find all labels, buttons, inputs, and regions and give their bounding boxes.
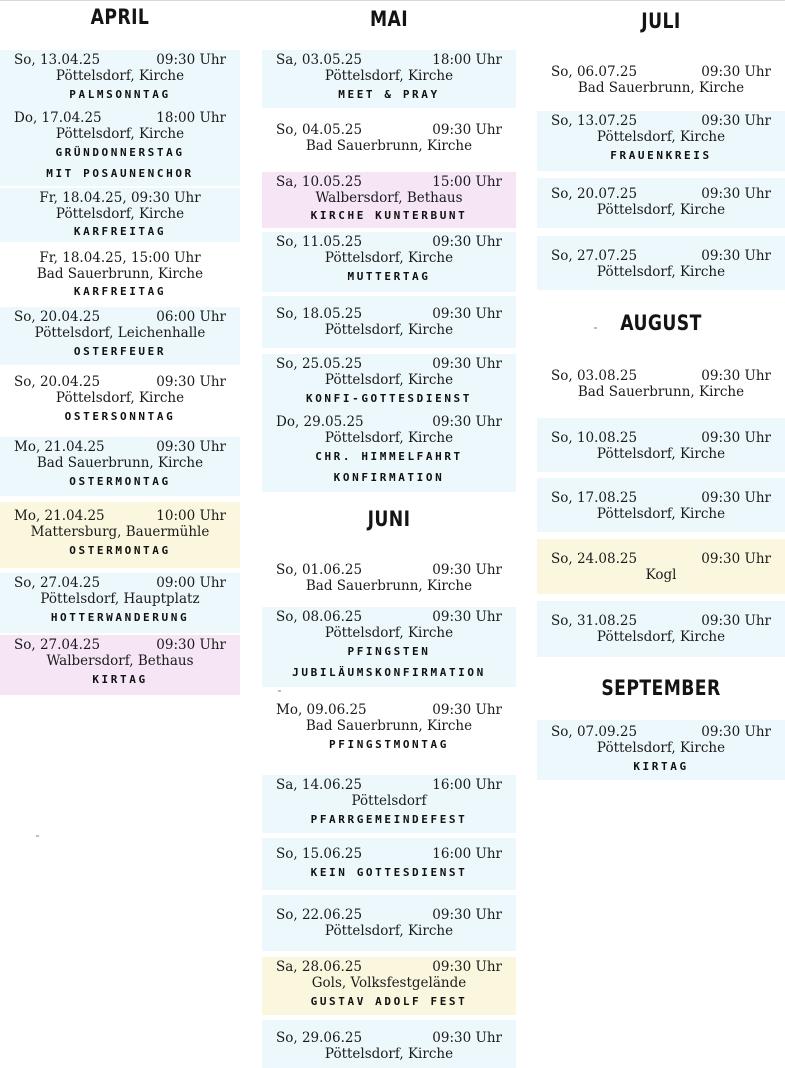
event-date: So, 13.04.25 — [14, 52, 101, 68]
event-card — [537, 62, 785, 106]
event-card — [0, 50, 240, 108]
event-card — [262, 412, 516, 492]
event-label: FRAUENKREIS — [610, 149, 712, 162]
event-place: Pöttelsdorf, Kirche — [596, 506, 726, 522]
event-card — [262, 50, 516, 108]
event-date: So, 25.05.25 — [276, 356, 363, 372]
event-place: Bad Sauerbrunn, Kirche — [577, 80, 745, 96]
event-label: KARFREITAG — [73, 225, 167, 238]
event-label: OSTERSONNTAG — [64, 410, 176, 423]
event-date: So, 07.09.25 — [551, 724, 638, 740]
event-label: PALMSONNTAG — [69, 88, 171, 101]
event-time: 09:30 Uhr — [156, 439, 226, 455]
event-time: 09:30 Uhr — [701, 430, 771, 446]
event-place: Pöttelsdorf, Kirche — [55, 206, 185, 222]
event-label: PFINGSTEN — [347, 645, 431, 658]
event-card — [262, 296, 516, 348]
event-card — [0, 635, 240, 695]
event-card — [262, 120, 516, 166]
event-place: Pöttelsdorf, Kirche — [324, 625, 454, 641]
event-date: Do, 17.04.25 — [14, 110, 102, 126]
event-time: 09:30 Uhr — [432, 122, 502, 138]
event-place: Bad Sauerbrunn, Kirche — [36, 455, 204, 471]
event-label: KIRTAG — [92, 673, 148, 686]
event-label: KEIN GOTTESDIENST — [310, 866, 468, 879]
event-date: Mo, 09.06.25 — [276, 702, 367, 718]
event-card — [537, 111, 785, 171]
event-place: Pöttelsdorf, Kirche — [324, 250, 454, 266]
event-date: So, 15.06.25 — [276, 846, 363, 862]
event-label: OSTERMONTAG — [69, 475, 171, 488]
month-heading-august: AUGUST — [620, 311, 702, 335]
event-label: OSTERMONTAG — [69, 544, 171, 557]
event-label: KIRTAG — [633, 760, 689, 773]
event-place: Pöttelsdorf, Kirche — [596, 740, 726, 756]
month-heading-juni: JUNI — [367, 507, 411, 531]
event-place: Pöttelsdorf, Kirche — [55, 126, 185, 142]
event-card — [0, 372, 240, 430]
event-date: So, 03.08.25 — [551, 368, 638, 384]
event-time: 09:30 Uhr — [432, 907, 502, 923]
event-time: 06:00 Uhr — [156, 309, 226, 325]
event-time: 09:30 Uhr — [156, 374, 226, 390]
event-card — [537, 478, 785, 532]
event-time: 09:30 Uhr — [701, 186, 771, 202]
event-date: Sa, 03.05.25 — [276, 52, 362, 68]
event-card — [0, 307, 240, 365]
event-card — [262, 895, 516, 951]
event-place: Pöttelsdorf, Kirche — [324, 430, 454, 446]
event-time: 16:00 Uhr — [432, 846, 502, 862]
event-card — [262, 1020, 516, 1068]
month-heading-mai: MAI — [369, 7, 409, 31]
event-date: So, 20.04.25 — [14, 374, 101, 390]
event-card — [0, 248, 240, 304]
event-place: Pöttelsdorf, Kirche — [596, 264, 726, 280]
event-label: PFARRGEMEINDEFEST — [310, 813, 468, 826]
event-date: So, 08.06.25 — [276, 609, 363, 625]
event-date: Mo, 21.04.25 — [14, 439, 105, 455]
event-date: So, 24.08.25 — [551, 551, 638, 567]
event-card — [0, 188, 240, 242]
event-place: Bad Sauerbrunn, Kirche — [305, 138, 473, 154]
event-time: 09:30 Uhr — [701, 490, 771, 506]
event-place: Bad Sauerbrunn, Kirche — [36, 266, 204, 282]
event-time: 10:00 Uhr — [156, 508, 226, 524]
event-date: So, 10.08.25 — [551, 430, 638, 446]
month-heading-september: SEPTEMBER — [601, 676, 721, 700]
event-time: 09:30 Uhr — [156, 637, 226, 653]
event-place: Pöttelsdorf, Kirche — [324, 1046, 454, 1062]
event-date: So, 18.05.25 — [276, 306, 363, 322]
event-time: 09:30 Uhr — [701, 724, 771, 740]
scan-speck — [594, 327, 597, 329]
event-card — [537, 178, 785, 228]
event-card — [0, 108, 240, 186]
event-label: KONFIRMATION — [333, 471, 445, 484]
event-place: Pöttelsdorf, Leichenhalle — [34, 325, 206, 341]
event-place: Pöttelsdorf, Kirche — [596, 202, 726, 218]
top-divider — [0, 0, 785, 1]
event-card — [262, 607, 516, 687]
event-card — [262, 172, 516, 228]
event-time: 09:00 Uhr — [156, 575, 226, 591]
event-date: Do, 29.05.25 — [276, 414, 364, 430]
event-date: So, 27.04.25 — [14, 575, 101, 591]
event-place: Pöttelsdorf, Kirche — [596, 629, 726, 645]
event-date: So, 20.07.25 — [551, 186, 638, 202]
event-date: So, 20.04.25 — [14, 309, 101, 325]
event-date: Sa, 10.05.25 — [276, 174, 362, 190]
event-time: 15:00 Uhr — [432, 174, 502, 190]
event-time: 09:30 Uhr — [432, 702, 502, 718]
event-place: Bad Sauerbrunn, Kirche — [577, 384, 745, 400]
event-date: So, 29.06.25 — [276, 1030, 363, 1046]
event-place: Pöttelsdorf, Kirche — [596, 446, 726, 462]
event-card — [537, 539, 785, 594]
event-card — [262, 354, 516, 412]
event-label: CHR. HIMMELFAHRT — [315, 450, 463, 463]
event-time: 09:30 Uhr — [701, 113, 771, 129]
event-place: Pöttelsdorf, Kirche — [596, 129, 726, 145]
event-label: MUTTERTAG — [347, 270, 431, 283]
event-place: Pöttelsdorf, Kirche — [324, 322, 454, 338]
month-heading-april: APRIL — [90, 5, 150, 29]
event-card — [262, 700, 516, 762]
event-time: 09:30 Uhr — [701, 64, 771, 80]
event-label: JUBILÄUMSKONFIRMATION — [292, 666, 486, 679]
event-place: Walbersdorf, Bethaus — [46, 653, 194, 669]
event-card — [537, 236, 785, 290]
event-card — [537, 366, 785, 410]
event-place: Pöttelsdorf, Kirche — [55, 390, 185, 406]
event-time: 09:30 Uhr — [701, 551, 771, 567]
event-place: Bad Sauerbrunn, Kirche — [305, 578, 473, 594]
event-place: Pöttelsdorf, Kirche — [324, 923, 454, 939]
event-place: Kogl — [645, 567, 677, 583]
scan-speck — [278, 690, 281, 692]
event-time: 09:30 Uhr — [432, 234, 502, 250]
event-date: So, 22.06.25 — [276, 907, 363, 923]
event-place: Mattersburg, Bauermühle — [30, 524, 210, 540]
event-card — [262, 560, 516, 604]
event-card — [537, 601, 785, 657]
event-date: Sa, 14.06.25 — [276, 777, 362, 793]
event-label: MIT POSAUNENCHOR — [46, 167, 194, 180]
event-time: 09:30 Uhr — [432, 356, 502, 372]
event-time: 09:30 Uhr — [432, 562, 502, 578]
event-label: KARFREITAG — [73, 285, 167, 298]
event-time: 09:30 Uhr — [432, 959, 502, 975]
event-date: So, 13.07.25 — [551, 113, 638, 129]
event-place: Bad Sauerbrunn, Kirche — [305, 718, 473, 734]
event-place: Walbersdorf, Bethaus — [315, 190, 463, 206]
event-label: GRÜNDONNERSTAG — [55, 146, 185, 159]
event-card — [0, 573, 240, 633]
event-place: Pöttelsdorf, Hauptplatz — [40, 591, 200, 607]
event-time: 18:00 Uhr — [156, 110, 226, 126]
event-place: Pöttelsdorf, Kirche — [55, 68, 185, 84]
event-label: HOTTERWANDERUNG — [50, 611, 190, 624]
event-time: 09:30 Uhr — [156, 52, 226, 68]
event-place: Pöttelsdorf, Kirche — [324, 68, 454, 84]
event-card — [0, 502, 240, 568]
event-time: 09:30 Uhr — [432, 1030, 502, 1046]
event-date: Mo, 21.04.25 — [14, 508, 105, 524]
scan-speck — [36, 835, 39, 837]
event-date: So, 31.08.25 — [551, 613, 638, 629]
event-time: 09:30 Uhr — [701, 248, 771, 264]
event-date: So, 06.07.25 — [551, 64, 638, 80]
month-heading-juli: JULI — [641, 9, 681, 33]
event-date: So, 27.07.25 — [551, 248, 638, 264]
event-card — [537, 720, 785, 780]
event-label: KIRCHE KUNTERBUNT — [310, 209, 468, 222]
event-time: 18:00 Uhr — [432, 52, 502, 68]
event-card — [262, 957, 516, 1015]
event-card — [262, 775, 516, 833]
event-place: Pöttelsdorf — [351, 793, 427, 809]
event-place: Pöttelsdorf, Kirche — [324, 372, 454, 388]
event-label: OSTERFEUER — [73, 345, 167, 358]
event-time: 09:30 Uhr — [432, 306, 502, 322]
event-date: Fr, 18.04.25, 09:30 Uhr — [39, 190, 201, 206]
event-time: 09:30 Uhr — [701, 368, 771, 384]
event-date: So, 04.05.25 — [276, 122, 363, 138]
event-date: So, 11.05.25 — [276, 234, 363, 250]
event-time: 09:30 Uhr — [432, 609, 502, 625]
event-label: MEET & PRAY — [338, 88, 440, 101]
event-time: 16:00 Uhr — [432, 777, 502, 793]
event-card — [0, 437, 240, 496]
event-place: Gols, Volksfestgelände — [311, 975, 467, 991]
event-date: So, 27.04.25 — [14, 637, 101, 653]
event-label: GUSTAV ADOLF FEST — [310, 995, 468, 1008]
event-time: 09:30 Uhr — [432, 414, 502, 430]
event-card — [537, 418, 785, 472]
event-label: PFINGSTMONTAG — [329, 738, 449, 751]
event-date: So, 01.06.25 — [276, 562, 363, 578]
event-label: KONFI-GOTTESDIENST — [305, 392, 472, 405]
event-card — [262, 232, 516, 292]
event-date: Fr, 18.04.25, 15:00 Uhr — [39, 250, 201, 266]
event-date: So, 17.08.25 — [551, 490, 638, 506]
event-time: 09:30 Uhr — [701, 613, 771, 629]
event-date: Sa, 28.06.25 — [276, 959, 362, 975]
event-card — [262, 838, 516, 890]
